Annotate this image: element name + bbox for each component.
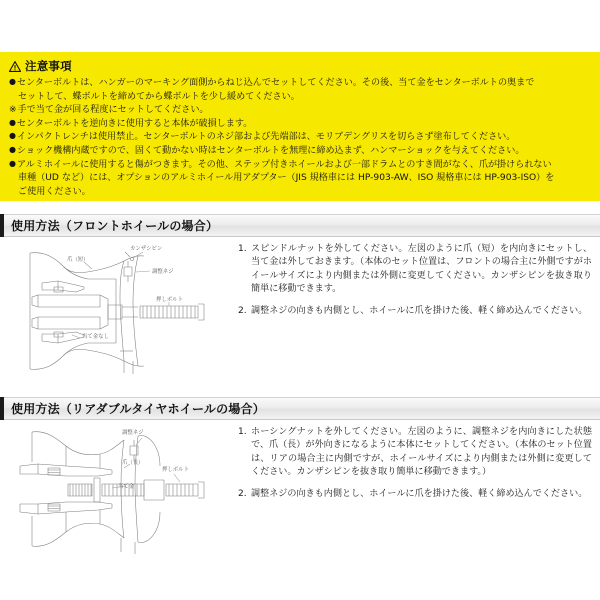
section-body-front-wheel [0, 243, 600, 383]
warning-item: ご使用ください。 [18, 186, 91, 197]
warning-item-list [9, 77, 591, 199]
warning-item: 車種（UD など）には、オプションのアルミホイール用アダプター（JIS 規格車には HP-903-AW、ISO 規格車には HP-903-ISO）を [18, 173, 555, 184]
step-text: 調整ネジの向きも内側とし、ホイールに爪を掛けた後、軽く締め込んでください。 [251, 489, 588, 500]
section-title: 使用方法（フロントホイールの場合） [11, 219, 219, 233]
diagram-front-wheel [12, 243, 230, 378]
step-number: 2. [238, 489, 247, 500]
steps-rear-double-tire [238, 426, 592, 510]
warning-item: セットして、蝶ボルトを締めてから蝶ボルトを少し緩めてください。 [18, 91, 300, 102]
diagram-label: 爪（短） [67, 257, 89, 263]
section-body-rear-double-tire [0, 426, 600, 566]
diagram-label: 押しボルト [156, 297, 183, 303]
warning-title-text: 注意事項 [25, 59, 72, 73]
warning-item: ※ 手で当て金が回る程度にセットしてください。 [9, 104, 591, 117]
step-item [238, 488, 592, 501]
warning-item: ● アルミホイールに使用すると傷がつきます。その他、ステップ付きホイールおよび一部ドラムとのすき間がなく、爪が掛けられない [9, 159, 591, 172]
step-item [238, 243, 592, 296]
step-number: 1. [238, 427, 247, 437]
step-item [238, 426, 592, 479]
warning-item: ● インパクトレンチは使用禁止。センターボルトのネジ部および先端部は、モリブデングリスを切らさず塗布してください。 [9, 131, 591, 144]
warning-item: ● センターボルトを逆向きに使用すると本体が破損します。 [9, 118, 591, 131]
step-number: 1. [238, 244, 247, 254]
diagram-label: 当て金なし [82, 334, 109, 340]
warning-item: ● ショック機構内蔵ですので、固くて動かない時はセンターボルトを無理に締め込まず、ハンマーショックを与えてください。 [9, 145, 591, 158]
diagram-label: 調整ネジ [152, 269, 174, 275]
step-text: ホーシングナットを外してください。左図のように、調整ネジを内向きにした状態で、爪（長）が外向きになるように本体にセットしてください。（本体のセット位置は、リアの場合主に内側ですが、ホイールサイズにより内側または外側に変更してください。カンザシピンを抜き取り簡単に移動できます。） [251, 427, 592, 477]
steps-front-wheel [238, 243, 592, 327]
section-title: 使用方法（リアダブルタイヤホイールの場合） [11, 402, 265, 416]
step-number: 2. [238, 306, 247, 317]
step-text: 調整ネジの向きも内側とし、ホイールに爪を掛けた後、軽く締め込んでください。 [251, 306, 588, 317]
diagram-label: 調整ネジ [122, 430, 144, 436]
diagram-label: 当て金 [118, 484, 135, 490]
diagram-label: カンザシピン [130, 246, 163, 252]
warning-triangle-icon [9, 61, 21, 72]
diagram-rear-double-tire [12, 426, 230, 561]
warning-title-row [9, 58, 591, 74]
section-header-front-wheel [0, 214, 600, 237]
warning-box [0, 52, 600, 201]
warning-item: ● センターボルトは、ハンガーのマーキング面側からねじ込んでセットしてください。その後、当て金をセンターボルトの奥まで [9, 77, 591, 90]
diagram-label: 押しボルト [162, 467, 189, 473]
step-text: スピンドルナットを外してください。左図のように爪（短）を内向きにセットし、当て金は外しておきます。（本体のセット位置は、フロントの場合主に外側ですがホイールサイズにより内側または外側に変更してください。カンザシピンを抜き取り簡単に移動できます。 [251, 244, 592, 294]
diagram-label: 爪（長） [122, 460, 144, 466]
section-header-rear-double-tire [0, 397, 600, 420]
step-item [238, 305, 592, 318]
